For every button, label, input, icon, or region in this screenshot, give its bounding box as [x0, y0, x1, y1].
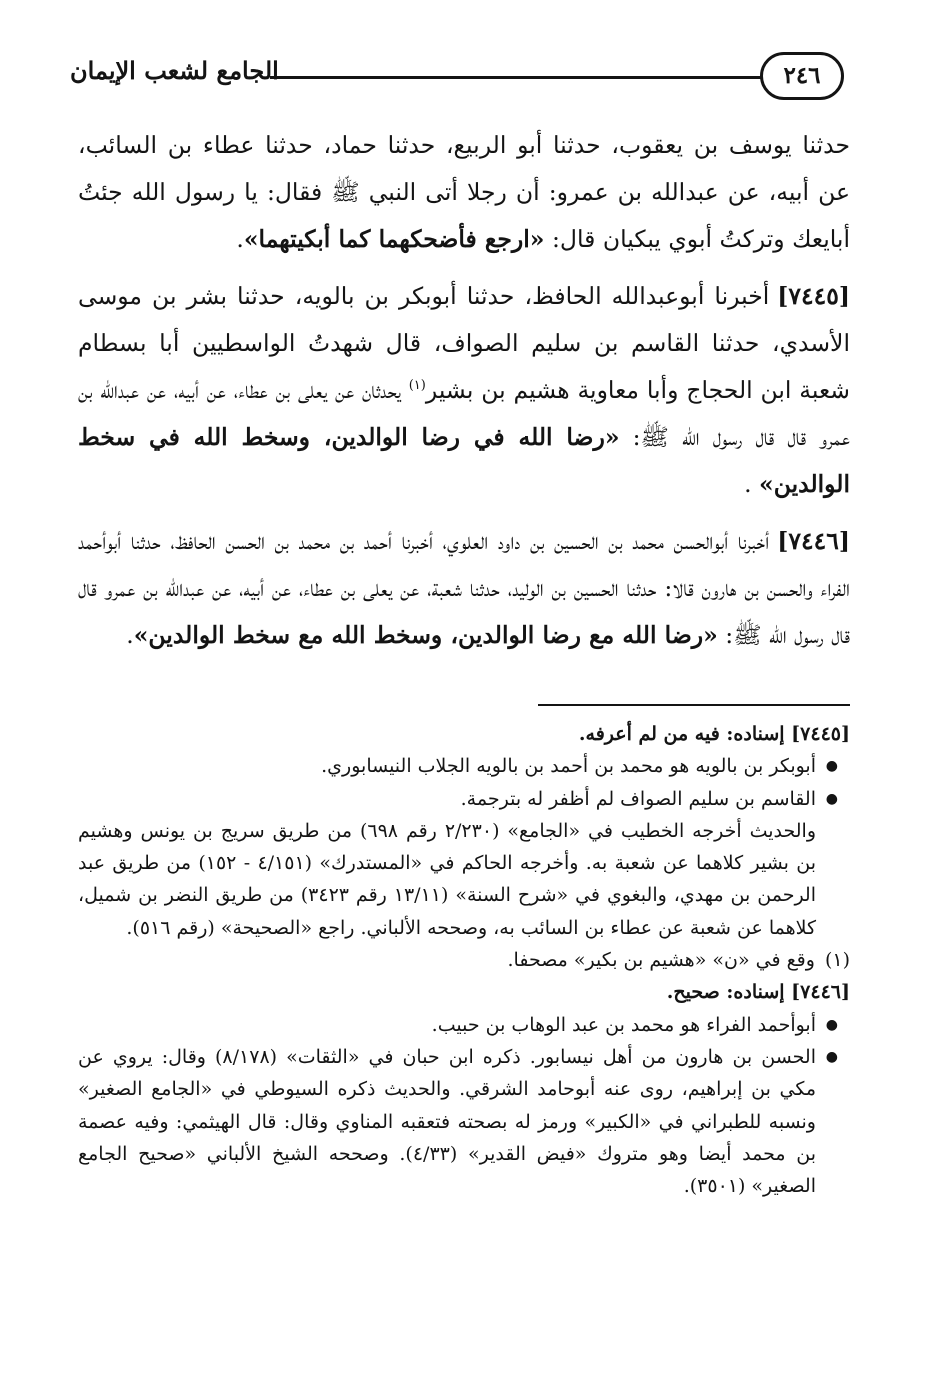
footnote-bullet: ● أبوبكر بن بالويه هو محمد بن أحمد بن بالويه الجلاب النيسابوري.	[78, 750, 840, 782]
page-number: ٢٤٦	[760, 52, 844, 100]
footnote-text: وقع في «ن» «هشيم بن بكير» مصحفا.	[507, 949, 815, 972]
footnote-heading: [٧٤٤٦] إسناده: صحيح.	[666, 981, 850, 1004]
hadith-quote: «رضا الله في رضا الوالدين، وسخط الله في سخط الوالدين»	[78, 423, 850, 498]
page-header	[70, 50, 870, 110]
footnote-separator	[538, 704, 850, 706]
hadith-paragraph	[78, 122, 850, 263]
book-title: الجامع لشعب الإيمان	[70, 56, 279, 85]
footnote-bullet: ● أبوأحمد الفراء هو محمد بن عبد الوهاب بن حبيب.	[78, 1009, 840, 1041]
footnote-marker: (١)	[408, 378, 426, 394]
footnotes	[78, 718, 850, 1202]
hadith-end: .	[236, 225, 244, 253]
header-rule	[270, 76, 762, 79]
footnote-number: (١)	[824, 949, 850, 972]
hadith-text: يحدثان عن يعلى بن عطاء، عن أبيه، عن عبدالله بن عمرو قال قال رسول الله ﷺ:	[78, 376, 850, 451]
hadith-paragraph	[78, 273, 850, 508]
hadith-number: [٧٤٤٦]	[777, 527, 850, 555]
footnote-body: والحديث أخرجه الخطيب في «الجامع» (٢/٢٣٠ رقم ٦٩٨) من طريق سريج بن يونس وهشيم بن بشير كلاهما عن شعبة به. وأخرجه الحاكم في «المستدرك» (٤/١٥١ - ١٥٢) من طريق عبد الرحمن بن مهدي، والبغوي في «شرح السنة» (١٣/١١ رقم ٣٤٢٣) من طريق النضر بن شميل، كلاهما عن شعبة عن عطاء بن السائب به، وصححه الألباني. راجع «الصحيحة» (رقم ٥١٦).	[78, 819, 817, 939]
hadith-quote: «ارجع فأضحكهما كما أبكيتهما»	[243, 225, 545, 253]
footnote-bullet: ● القاسم بن سليم الصواف لم أظفر له بترجمة.	[78, 783, 840, 815]
footnote-one	[78, 944, 850, 976]
hadith-text: أخبرنا أبوعبدالله الحافظ، حدثنا أبوبكر بن بالويه، حدثنا بشر بن موسى الأسدي، حدثنا القاسم بن سليم الصواف، قال شهدتُ الواسطيين أبا بسطام شعبة ابن الحجاج وأبا معاوية هشيم بن بشير	[78, 282, 850, 404]
hadith-paragraph	[78, 518, 850, 659]
hadith-text: أخبرنا أبوالحسن محمد بن الحسين بن داود العلوي، أخبرنا أحمد بن محمد بن الحسن الحافظ، حدثنا أبوأحمد الفراء والحسن بن هارون قالا: حدثنا الحسين بن الوليد، حدثنا شعبة، عن يعلى بن عطاء، عن أبيه، عن عبدالله بن عمرو قال قال رسول الله ﷺ:	[78, 527, 850, 649]
hadith-quote: «رضا الله مع رضا الوالدين، وسخط الله مع سخط الوالدين»	[133, 621, 718, 649]
hadith-end: .	[744, 470, 760, 498]
hadith-end: .	[126, 621, 134, 649]
footnote-bullet: ● الحسن بن هارون من أهل نيسابور. ذكره ابن حبان في «الثقات» (٨/١٧٨) وقال: يروي عن مكي بن إبراهيم، روى عنه أبوحامد الشرقي. والحديث ذكره السيوطي في «الجامع الصغير» ونسبه للطبراني في «الكبير» ورمز له بصحته فتعقبه المناوي وقال: قال الهيثمي: وفيه عصمة بن محمد أيضا وهو متروك «فيض القدير» (٤/٣٣). وصححه الشيخ الألباني «صحيح الجامع الصغير» (٣٥٠١).	[78, 1041, 840, 1202]
footnote-heading: [٧٤٤٥] إسناده: فيه من لم أعرفه.	[578, 723, 850, 745]
main-text	[78, 122, 850, 659]
hadith-number: [٧٤٤٥]	[777, 282, 850, 310]
hadith-text: حدثنا يوسف بن يعقوب، حدثنا أبو الربيع، حدثنا حماد، حدثنا عطاء بن السائب، عن أبيه، عن عبدالله بن عمرو: أن رجلا أتى النبي ﷺ فقال: يا رسول الله جئتُ أبايعك وتركتُ أبوي يبكيان قال:	[78, 131, 850, 253]
